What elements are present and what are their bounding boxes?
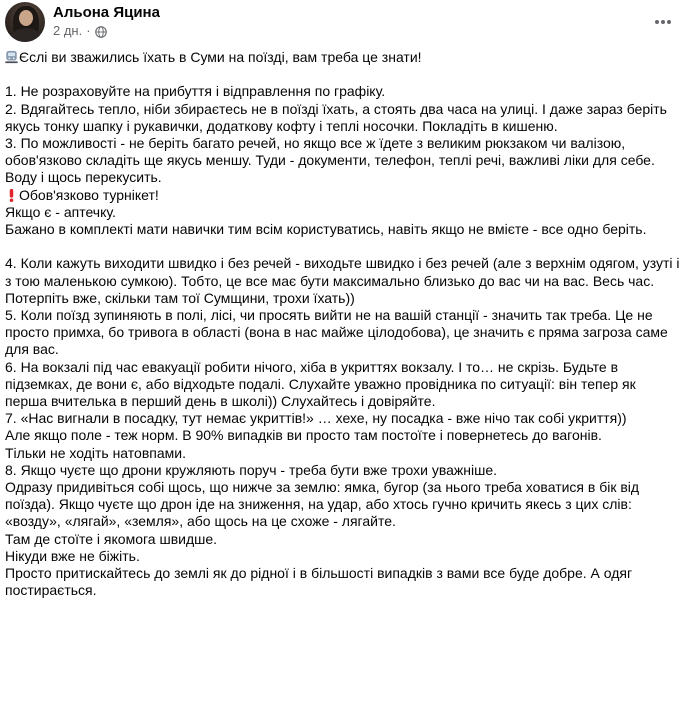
post-options-button[interactable] (649, 8, 677, 36)
author-name[interactable]: Альона Яцина (53, 4, 160, 21)
post-paragraph: Там де стоїте і якомога швидше. (5, 530, 218, 547)
post-paragraph: 1. Не розраховуйте на прибуття і відправлення по графіку. (5, 83, 386, 100)
post-timestamp[interactable]: 2 дн. (53, 23, 83, 38)
post-paragraph: 6. На вокзалі під час евакуації робити нічого, хіба в укриттях вокзалу. І то… не скрізь. Будьте в підземках, де вони є, або відходьте подалі. Слухайте уважно провідника по ситуації: він тепер як перша вчителька в перший день в школі)) Слухайтесь і довіряйте. (5, 358, 636, 410)
post-meta (53, 23, 107, 39)
post-paragraph: Обов'язково турнікет! (5, 187, 681, 204)
post-paragraph: Тільки не ходіть натовпами. (5, 444, 186, 461)
meta-separator: · (86, 23, 91, 38)
globe-icon (95, 26, 107, 38)
post-paragraph: 2. Вдягайтесь тепло, ніби збираєтесь не в поїзді їхать, а стоять два часа на улиці. І даже зараз беріть якусь тонку шапку і рукавички, додаткову кофту і теплі носочки. Покладіть в кишеню. (5, 100, 667, 134)
more-horizontal-icon (653, 12, 673, 32)
post-paragraph: 3. По можливості - не беріть багато речей, но якщо все ж їдете з великим рюкзаком чи валізою, обов'язково складіть ще якусь меншу. Туди - документи, телефон, теплі речі, важливі ліки для себе. Воду і щось перекусить. (5, 135, 655, 186)
author-avatar[interactable] (5, 2, 45, 42)
post-paragraph: Єслі ви зважились їхать в Суми на поїзді, вам треба це знати! (5, 49, 681, 66)
post-paragraph: Але якщо поле - теж норм. В 90% випадків ви просто там постоїте і повернетесь до вагонів. (5, 427, 602, 444)
post-body (5, 49, 681, 599)
post-paragraph: 5. Коли поїзд зупиняють в полі, лісі, чи просять вийти не на вашій станції - значить так треба. Це не просто примха, бо тривога в області (вона в нас майже цілодобова), це значить є пряма загроза саме для вас. (5, 307, 668, 358)
post-paragraph: Просто притискайтесь до землі як до рідної і в більшості випадків з вами все буде добре. А одяг постирається. (5, 565, 633, 599)
post-paragraph: Нікуди вже не біжіть. (5, 547, 140, 564)
post-paragraph: 4. Коли кажуть виходити швидко і без речей - виходьте швидко і без речей (але з верхнім одягом, узуті і з тою маленькою сумкою). Тобто, це все має бути максимально близько до вас чи на вас. Весь час. (5, 255, 680, 289)
post-paragraph: 7. «Нас вигнали в посадку, тут немає укриттів!» … хехе, ну посадка - вже нічо так собі укриття)) (5, 410, 627, 427)
post-paragraph: Потерпіть вже, скільки там тої Сумщини, трохи їхать)) (5, 289, 355, 306)
post-paragraph: Одразу придивіться собі щось, що нижче за землю: ямка, бугор (за нього треба ховатися в бік від поїзда). Якщо чуєте що дрон іде на зниження, на удар, або хтось гучно кричить якесь з цих слів: «возду», «лягай», «земля», або щось на це схоже - лягайте. (5, 479, 640, 530)
post-paragraph: Бажано в комплекті мати навички тим всім користуватись, навіть якщо не вмієте - все одно беріть. (5, 221, 647, 238)
paragraph-gap (5, 66, 681, 83)
post-paragraph: Якщо є - аптечку. (5, 203, 116, 220)
train-emoji-icon (5, 50, 18, 64)
post-header (5, 2, 685, 42)
red-exclamation-icon (5, 188, 18, 202)
paragraph-gap (5, 238, 681, 255)
post-paragraph: 8. Якщо чуєте що дрони кружляють поруч - треба бути вже трохи уважніше. (5, 461, 498, 478)
